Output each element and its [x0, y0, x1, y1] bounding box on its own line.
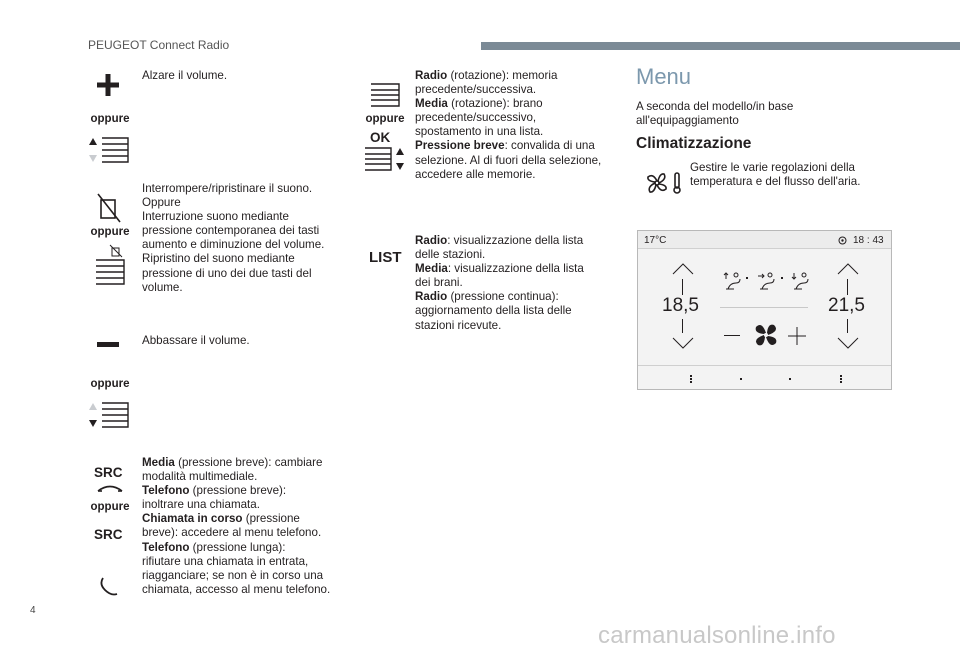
plus-icon: [95, 72, 121, 98]
or-label: oppure: [90, 226, 130, 238]
header-bar: [481, 42, 960, 50]
separator-dot: [781, 277, 783, 279]
left-temperature: 18,5: [662, 295, 699, 316]
chevron-down-icon[interactable]: [837, 337, 859, 349]
fan-plus-icon[interactable]: [788, 327, 806, 345]
steering-control-ok-icon: [363, 146, 407, 172]
page-dot-icon[interactable]: [789, 378, 791, 380]
right-temperature: 21,5: [828, 295, 865, 316]
separator-dot: [746, 277, 748, 279]
list-text: Radio: visualizzazione della lista delle stazioni. Media: visualizzazione della lista dei brani. Radio (pressione continua): aggiornamento della lista delle stazioni ricevute.: [415, 234, 584, 332]
or-label: oppure: [90, 113, 130, 125]
vol-down-text: Abbassare il volume.: [142, 334, 250, 347]
climate-screen: [637, 230, 892, 390]
fan-minus-icon[interactable]: [724, 335, 740, 336]
airflow-up-icon[interactable]: [722, 271, 746, 291]
steering-control-icon: [94, 258, 126, 286]
mute-icon: [96, 192, 122, 224]
phone-icon: [99, 576, 119, 598]
location-icon: [838, 236, 847, 245]
outside-temp: 17°C: [644, 235, 667, 246]
ok-label: OK: [370, 130, 391, 145]
clock: 18 : 43: [853, 235, 884, 246]
or-label: oppure: [90, 501, 130, 513]
climate-icon: [645, 171, 685, 195]
mute-text: Interrompere/ripristinare il suono. Oppure Interruzione suono mediante pressione contemporanea dei tasti aumento e diminuzione del volume. Ripristino del suono mediante pressione di uno dei due tasti del volume.: [142, 182, 325, 294]
src-text: Media (pressione breve): cambiare modalità multimediale. Telefono (pressione breve): inoltrare una chiamata. Chiamata in corso (pressione breve): accedere al menu telefono. Telefono (pressione lunga): rifiutare una chiamata in entrata, riagganciare; se non è in corso una chiamata, accesso al menu telefono.: [142, 456, 331, 596]
or-label: oppure: [365, 113, 405, 125]
list-label: LIST: [369, 249, 402, 266]
airflow-front-icon[interactable]: [756, 271, 780, 291]
chevron-down-icon[interactable]: [672, 337, 694, 349]
fan-icon: [752, 321, 780, 349]
chevron-up-icon[interactable]: [837, 263, 859, 275]
or-label: oppure: [90, 378, 130, 390]
menu-dots-icon[interactable]: [690, 375, 692, 383]
minus-icon: [97, 342, 119, 348]
menu-intro: A seconda del modello/in base all'equipaggiamento: [636, 100, 794, 128]
climate-desc: Gestire le varie regolazioni della temperatura e del flusso dell'aria.: [690, 161, 861, 189]
steering-control-up-icon: [88, 136, 132, 164]
phone-hangup-icon: [96, 482, 124, 494]
running-header: PEUGEOT Connect Radio: [88, 38, 230, 52]
steering-control-down-icon: [88, 401, 132, 429]
page-number: 4: [30, 605, 36, 616]
menu-title: Menu: [636, 64, 692, 89]
steering-control-icon: [369, 82, 401, 108]
divider: [847, 319, 848, 333]
src-label: SRC: [94, 465, 123, 480]
mute-small-icon: [109, 244, 123, 258]
menu-dots-icon[interactable]: [840, 375, 842, 383]
divider: [682, 279, 683, 295]
watermark: carmanualsonline.info: [598, 622, 836, 649]
divider: [682, 319, 683, 333]
bottom-bar-divider: [638, 365, 891, 366]
page-dot-icon[interactable]: [740, 378, 742, 380]
vol-up-text: Alzare il volume.: [142, 69, 228, 82]
divider: [720, 307, 808, 308]
knob-text: Radio (rotazione): memoria precedente/successiva. Media (rotazione): brano precedente/successivo, spostamento in una lista. Pressione breve: convalida di una selezione. Al di fuori della selezione, accedere alle memorie.: [415, 69, 602, 181]
divider: [847, 279, 848, 295]
src-label: SRC: [94, 527, 123, 542]
section-title: Climatizzazione: [636, 135, 752, 152]
airflow-down-icon[interactable]: [790, 271, 814, 291]
chevron-up-icon[interactable]: [672, 263, 694, 275]
